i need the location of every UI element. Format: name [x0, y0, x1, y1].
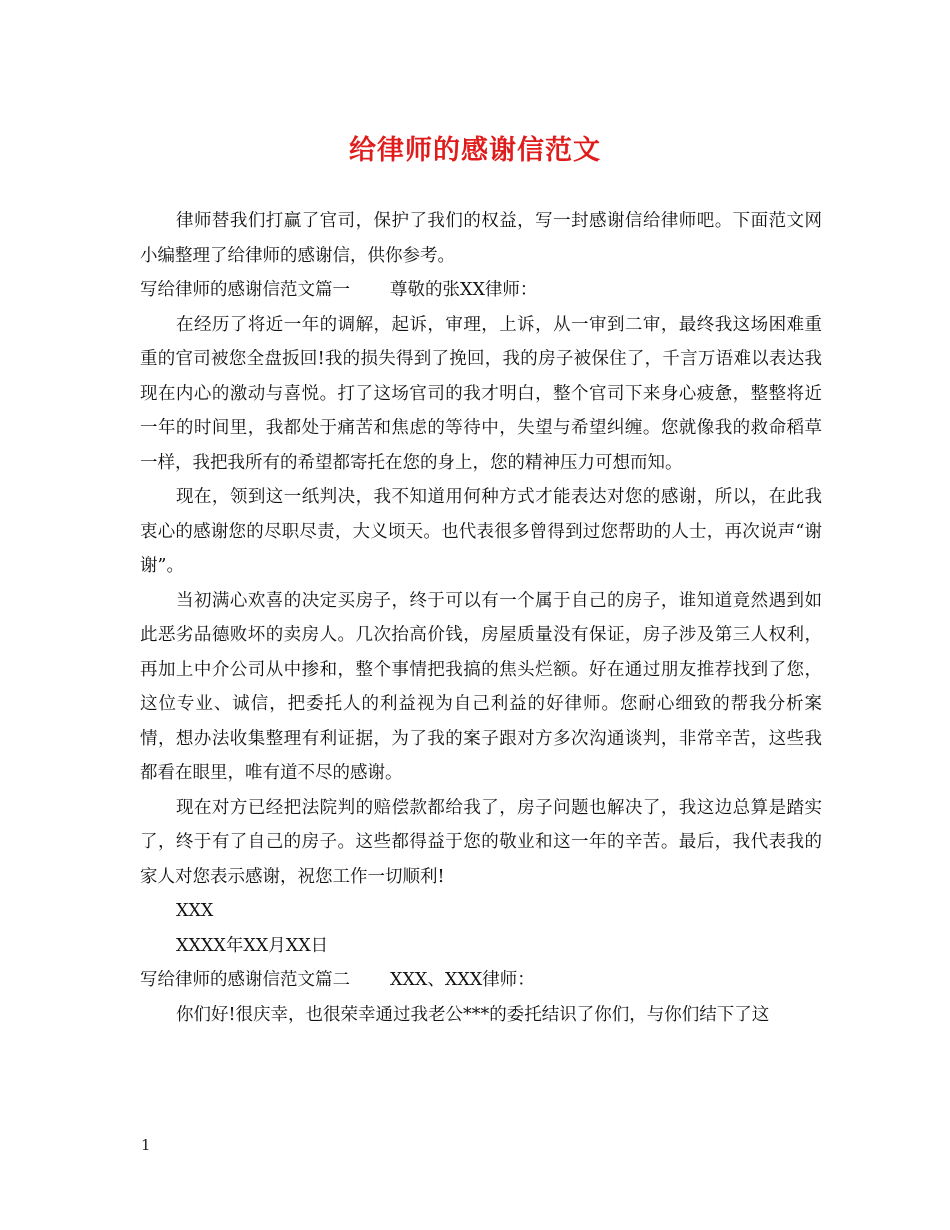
- section1-signature: XXX: [176, 901, 214, 921]
- section2-salutation: XXX、XXX律师：: [390, 970, 535, 990]
- section1-salutation: 尊敬的张XX律师：: [390, 280, 538, 300]
- section1-heading: 写给律师的感谢信范文篇一: [140, 280, 350, 300]
- section2-paragraph-1: 你们好!很庆幸，也很荣幸通过我老公***的委托结识了你们，与你们结下了这: [176, 1004, 770, 1025]
- intro-paragraph: 律师替我们打赢了官司，保护了我们的权益，写一封感谢信给律师吧。下面范文网小编整理了给律师的感谢信，供你参考。: [140, 211, 822, 266]
- document-title: 给律师的感谢信范文: [349, 135, 601, 166]
- section1-paragraph-2: 现在，领到这一纸判决，我不知道用何种方式才能表达对您的感谢，所以，在此我衷心的感谢您的尽职尽责，大义顷天。也代表很多曾得到过您帮助的人士，再次说声“谢谢”。: [140, 487, 822, 576]
- section1-paragraph-4: 现在对方已经把法院判的赔偿款都给我了，房子问题也解决了，我这边总算是踏实了，终于有了自己的房子。这些都得益于您的敬业和这一年的辛苦。最后，我代表我的家人对您表示感谢，祝您工作一切顺利!: [140, 797, 822, 887]
- section1-heading-line: [140, 273, 822, 308]
- section1-date: XXXX年XX月XX日: [176, 935, 329, 956]
- section1-paragraph-1: 在经历了将近一年的调解，起诉，审理，上诉，从一审到二审，最终我这场困难重重的官司被您全盘扳回!我的损失得到了挽回，我的房子被保住了，千言万语难以表达我现在内心的激动与喜悦。打了这场官司的我才明白，整个官司下来身心疲惫，整整将近一年的时间里，我都处于痛苦和焦虑的等待中，失望与希望纠缠。您就像我的救命稻草一样，我把我所有的希望都寄托在您的身上，您的精神压力可想而知。: [140, 314, 822, 473]
- section1-paragraph-3: 当初满心欢喜的决定买房子，终于可以有一个属于自己的房子，谁知道竟然遇到如此恶劣品德败坏的卖房人。几次抬高价钱，房屋质量没有保证，房子涉及第三人权利，再加上中介公司从中掺和，整个事情把我搞的焦头烂额。好在通过朋友推荐找到了您，这位专业、诚信，把委托人的利益视为自己利益的好律师。您耐心细致的帮我分析案情，想办法收集整理有利证据，为了我的案子跟对方多次沟通谈判，非常辛苦，这些我都看在眼里，唯有道不尽的感谢。: [140, 590, 822, 783]
- page-number: 1: [141, 1136, 151, 1154]
- section2-heading-line: [140, 963, 822, 998]
- document-body: [140, 204, 822, 1032]
- section2-heading: 写给律师的感谢信范文篇二: [140, 970, 350, 990]
